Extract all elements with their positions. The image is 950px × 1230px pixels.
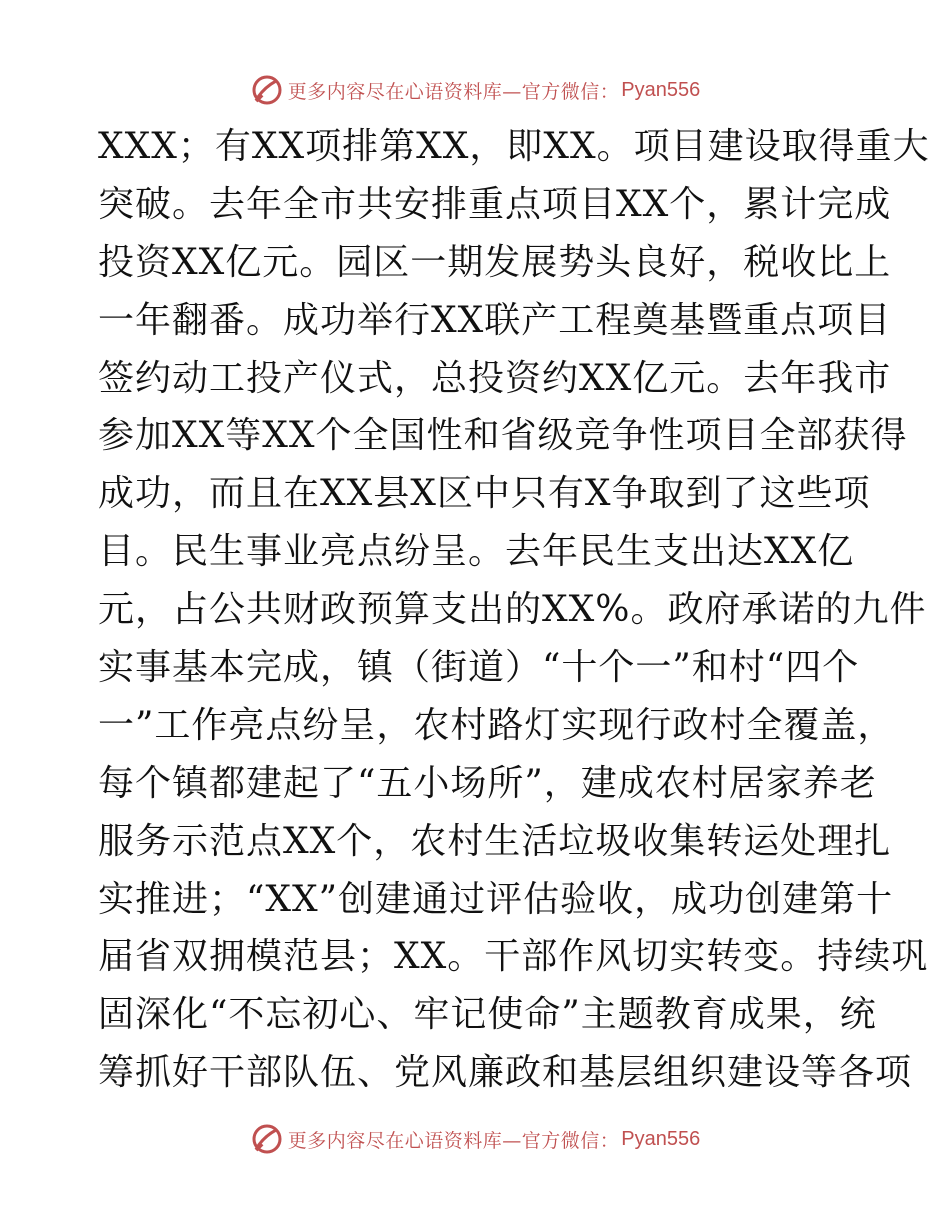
- text-line: 实事基本完成，镇（街道）“十个一”和村“四个: [98, 647, 860, 689]
- text-line: 投资XX亿元。园区一期发展势头良好，税收比上: [98, 241, 892, 283]
- text-line: 突破。去年全市共安排重点项目XX个，累计完成: [98, 183, 892, 225]
- brush-logo-icon: [250, 1122, 284, 1156]
- header-watermark: [0, 70, 950, 110]
- document-body: [98, 118, 930, 1102]
- watermark-wechat-id: Pyan556: [621, 1127, 701, 1150]
- text-line: 一年翻番。成功举行XX联产工程奠基暨重点项目: [98, 299, 892, 341]
- text-line: 元，占公共财政预算支出的XX%。政府承诺的九件: [98, 589, 927, 631]
- text-line: 成功，而且在XX县X区中只有X争取到了这些项: [98, 473, 871, 515]
- watermark-text: 更多内容尽在心语资料库—官方微信：: [287, 80, 620, 103]
- text-line: 一”工作亮点纷呈，农村路灯实现行政村全覆盖，: [98, 704, 895, 746]
- footer-watermark: [0, 1119, 950, 1159]
- text-line: 每个镇都建起了“五小场所”，建成农村居家养老: [98, 762, 877, 804]
- text-line: 筹抓好干部队伍、党风廉政和基层组织建设等各项: [98, 1052, 913, 1094]
- text-line: 届省双拥模范县；XX。干部作风切实转变。持续巩: [98, 936, 929, 978]
- text-line: 实推进；“XX”创建通过评估验收，成功创建第十: [98, 878, 894, 920]
- watermark-wechat-id: Pyan556: [621, 78, 701, 101]
- brush-logo-icon: [250, 73, 284, 107]
- text-line: 固深化“不忘初心、牢记使命”主题教育成果，统: [98, 994, 877, 1036]
- text-line: 签约动工投产仪式，总投资约XX亿元。去年我市: [98, 357, 892, 399]
- text-line: XXX；有XX项排第XX，即XX。项目建设取得重大: [98, 126, 930, 167]
- watermark-text: 更多内容尽在心语资料库—官方微信：: [287, 1129, 620, 1152]
- text-line: 服务示范点XX个，农村生活垃圾收集转运处理扎: [98, 820, 892, 862]
- text-line: 目。民生事业亮点纷呈。去年民生支出达XX亿: [98, 531, 855, 573]
- text-line: 参加XX等XX个全国性和省级竞争性项目全部获得: [98, 415, 908, 457]
